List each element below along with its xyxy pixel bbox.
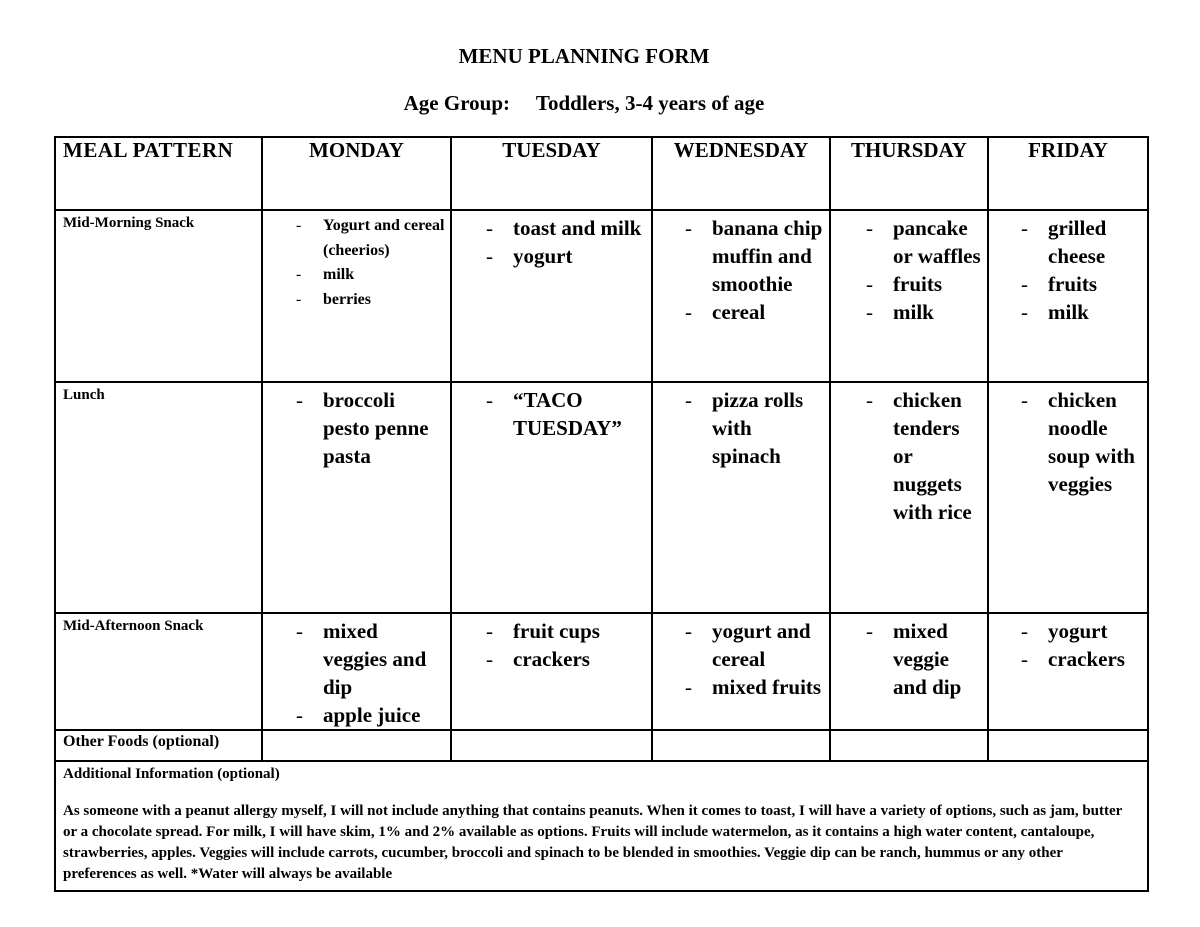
cell-mid-afternoon-monday <box>262 613 451 730</box>
cell-other-monday <box>262 730 451 761</box>
menu-item-list <box>263 214 446 312</box>
menu-item: - mixed veggie and dip <box>831 617 983 701</box>
menu-item: - apple juice <box>263 701 446 729</box>
cell-mid-afternoon-friday <box>988 613 1148 730</box>
menu-item: - berries <box>263 288 446 313</box>
menu-item: - crackers <box>452 645 647 673</box>
menu-item-list <box>452 214 647 270</box>
cell-mid-morning-thursday <box>830 210 988 382</box>
menu-item-list <box>263 386 446 470</box>
menu-item: - “TACO TUESDAY” <box>452 386 647 442</box>
lunch-row <box>55 382 1148 613</box>
menu-item-list <box>989 214 1143 326</box>
header-meal-pattern: MEAL PATTERN <box>55 137 262 210</box>
header-monday: MONDAY <box>262 137 451 210</box>
menu-item: - Yogurt and cereal (cheerios) <box>263 214 446 263</box>
menu-item: - fruits <box>989 270 1143 298</box>
header-thursday: THURSDAY <box>830 137 988 210</box>
menu-item: - milk <box>263 263 446 288</box>
row-label-other-foods: Other Foods (optional) <box>55 730 262 761</box>
menu-item: - milk <box>831 298 983 326</box>
header-wednesday: WEDNESDAY <box>652 137 830 210</box>
menu-item: - grilled cheese <box>989 214 1143 270</box>
menu-item: - chicken noodle soup with veggies <box>989 386 1143 498</box>
cell-mid-afternoon-wednesday <box>652 613 830 730</box>
menu-item-list <box>831 617 983 701</box>
cell-lunch-monday <box>262 382 451 613</box>
menu-item-list <box>989 617 1143 673</box>
cell-lunch-thursday <box>830 382 988 613</box>
menu-item: - crackers <box>989 645 1143 673</box>
cell-other-tuesday <box>451 730 652 761</box>
menu-item: - yogurt <box>989 617 1143 645</box>
menu-item-list <box>452 386 647 442</box>
header-tuesday: TUESDAY <box>451 137 652 210</box>
menu-item: - pancake or waffles <box>831 214 983 270</box>
cell-mid-afternoon-thursday <box>830 613 988 730</box>
menu-item: - toast and milk <box>452 214 647 242</box>
menu-item-list <box>653 386 825 470</box>
cell-lunch-wednesday <box>652 382 830 613</box>
menu-table <box>54 136 1149 892</box>
menu-item-list <box>831 386 983 526</box>
menu-item: - banana chip muffin and smoothie <box>653 214 825 298</box>
cell-mid-morning-friday <box>988 210 1148 382</box>
menu-item-list <box>831 214 983 326</box>
header-friday: FRIDAY <box>988 137 1148 210</box>
row-label-mid-afternoon: Mid-Afternoon Snack <box>55 613 262 730</box>
additional-info-cell <box>55 761 1148 891</box>
menu-item: - milk <box>989 298 1143 326</box>
mid-afternoon-row <box>55 613 1148 730</box>
menu-item-list <box>653 617 825 701</box>
other-foods-row <box>55 730 1148 761</box>
menu-item: - broccoli pesto penne pasta <box>263 386 446 470</box>
menu-item: - mixed veggies and dip <box>263 617 446 701</box>
menu-item-list <box>452 617 647 673</box>
cell-mid-morning-monday <box>262 210 451 382</box>
cell-other-thursday <box>830 730 988 761</box>
menu-item: - yogurt <box>452 242 647 270</box>
additional-info-text: As someone with a peanut allergy myself, I will not include anything that contains peanuts. When it comes to toast, I will have a variety of options, such as jam, butter or a chocolate spread. For milk, I will have skim, 1% and 2% available as options. Fruits will include watermelon, as it contains a high water content, cantaloupe, strawberries, apples. Veggies will include carrots, cucumber, broccoli and spinach to be blended in smoothies. Veggie dip can be ranch, hummus or any other preferences as well. *Water will always be available <box>63 803 1123 882</box>
menu-item-list <box>263 617 446 729</box>
row-label-mid-morning: Mid-Morning Snack <box>55 210 262 382</box>
cell-other-friday <box>988 730 1148 761</box>
age-group-line: Age Group: Toddlers, 3-4 years of age <box>403 91 765 115</box>
cell-other-wednesday <box>652 730 830 761</box>
cell-lunch-tuesday <box>451 382 652 613</box>
menu-item-list <box>989 386 1143 498</box>
menu-item: - fruits <box>831 270 983 298</box>
menu-item-list <box>653 214 825 326</box>
cell-mid-afternoon-tuesday <box>451 613 652 730</box>
cell-mid-morning-tuesday <box>451 210 652 382</box>
menu-item: - cereal <box>653 298 825 326</box>
cell-mid-morning-wednesday <box>652 210 830 382</box>
menu-item: - fruit cups <box>452 617 647 645</box>
additional-info-row <box>55 761 1148 891</box>
menu-item: - mixed fruits <box>653 673 825 701</box>
row-label-lunch: Lunch <box>55 382 262 613</box>
additional-info-label: Additional Information (optional) <box>63 766 280 782</box>
menu-item: - pizza rolls with spinach <box>653 386 825 470</box>
cell-lunch-friday <box>988 382 1148 613</box>
menu-item: - yogurt and cereal <box>653 617 825 673</box>
header-row <box>55 137 1148 210</box>
page-title: MENU PLANNING FORM <box>458 44 710 68</box>
mid-morning-row <box>55 210 1148 382</box>
menu-item: - chicken tenders or nuggets with rice <box>831 386 983 526</box>
